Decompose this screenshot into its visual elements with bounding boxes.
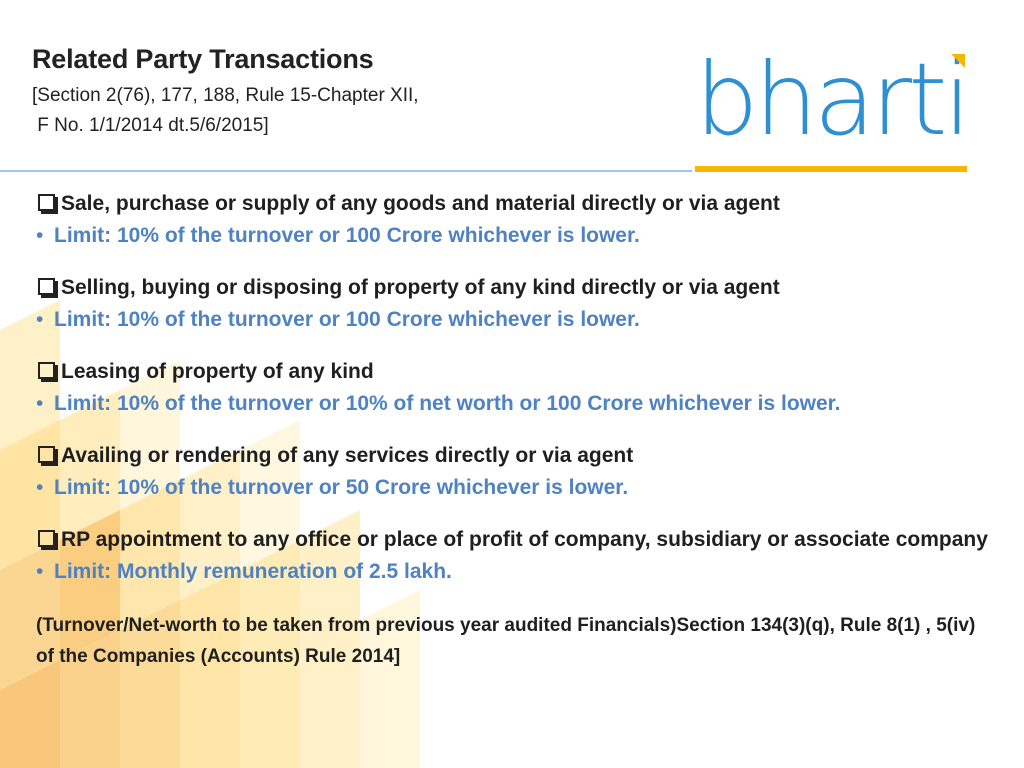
checkbox-bullet-icon [38, 530, 55, 547]
item-limit: Limit: 10% of the turnover or 10% of net worth or 100 Crore whichever is lower. [54, 392, 841, 415]
bullet-icon: • [36, 476, 44, 499]
item-heading: RP appointment to any office or place of profit of company, subsidiary or associate company [61, 528, 988, 551]
checkbox-bullet-icon [38, 362, 55, 379]
list-item [36, 356, 996, 420]
bullet-icon: • [36, 224, 44, 247]
logo-underline [695, 166, 967, 172]
list-item [36, 440, 996, 504]
header [32, 44, 419, 141]
bharti-logo [695, 41, 968, 172]
page-title: Related Party Transactions [32, 44, 374, 74]
header-divider [0, 170, 692, 172]
item-heading: Sale, purchase or supply of any goods and material directly or via agent [61, 192, 780, 215]
item-limit: Limit: 10% of the turnover or 100 Crore whichever is lower. [54, 308, 640, 331]
list-item [36, 524, 996, 588]
item-limit: Limit: 10% of the turnover or 100 Crore whichever is lower. [54, 224, 640, 247]
checkbox-bullet-icon [38, 194, 55, 211]
item-limit: Limit: Monthly remuneration of 2.5 lakh. [54, 560, 452, 583]
item-limit: Limit: 10% of the turnover or 50 Crore whichever is lower. [54, 476, 629, 499]
transactions-list [36, 188, 996, 672]
item-heading: Availing or rendering of any services directly or via agent [61, 444, 634, 467]
logo-accent-icon [951, 54, 965, 68]
checkbox-bullet-icon [38, 446, 55, 463]
checkbox-bullet-icon [38, 278, 55, 295]
page-subtitle: [Section 2(76), 177, 188, Rule 15-Chapter XII, F No. 1/1/2014 dt.5/6/2015] [32, 85, 419, 136]
logo-wordmark: bharti [695, 41, 968, 158]
list-item [36, 188, 996, 252]
item-heading: Selling, buying or disposing of property of any kind directly or via agent [61, 276, 780, 299]
list-item [36, 272, 996, 336]
footnote: (Turnover/Net-worth to be taken from previous year audited Financials)Section 134(3)(q), Rule 8(1) , 5(iv) of the Companies (Accounts) Rule 2014] [36, 615, 976, 667]
bullet-icon: • [36, 308, 44, 331]
bullet-icon: • [36, 560, 44, 583]
item-heading: Leasing of property of any kind [61, 360, 374, 383]
bullet-icon: • [36, 392, 44, 415]
